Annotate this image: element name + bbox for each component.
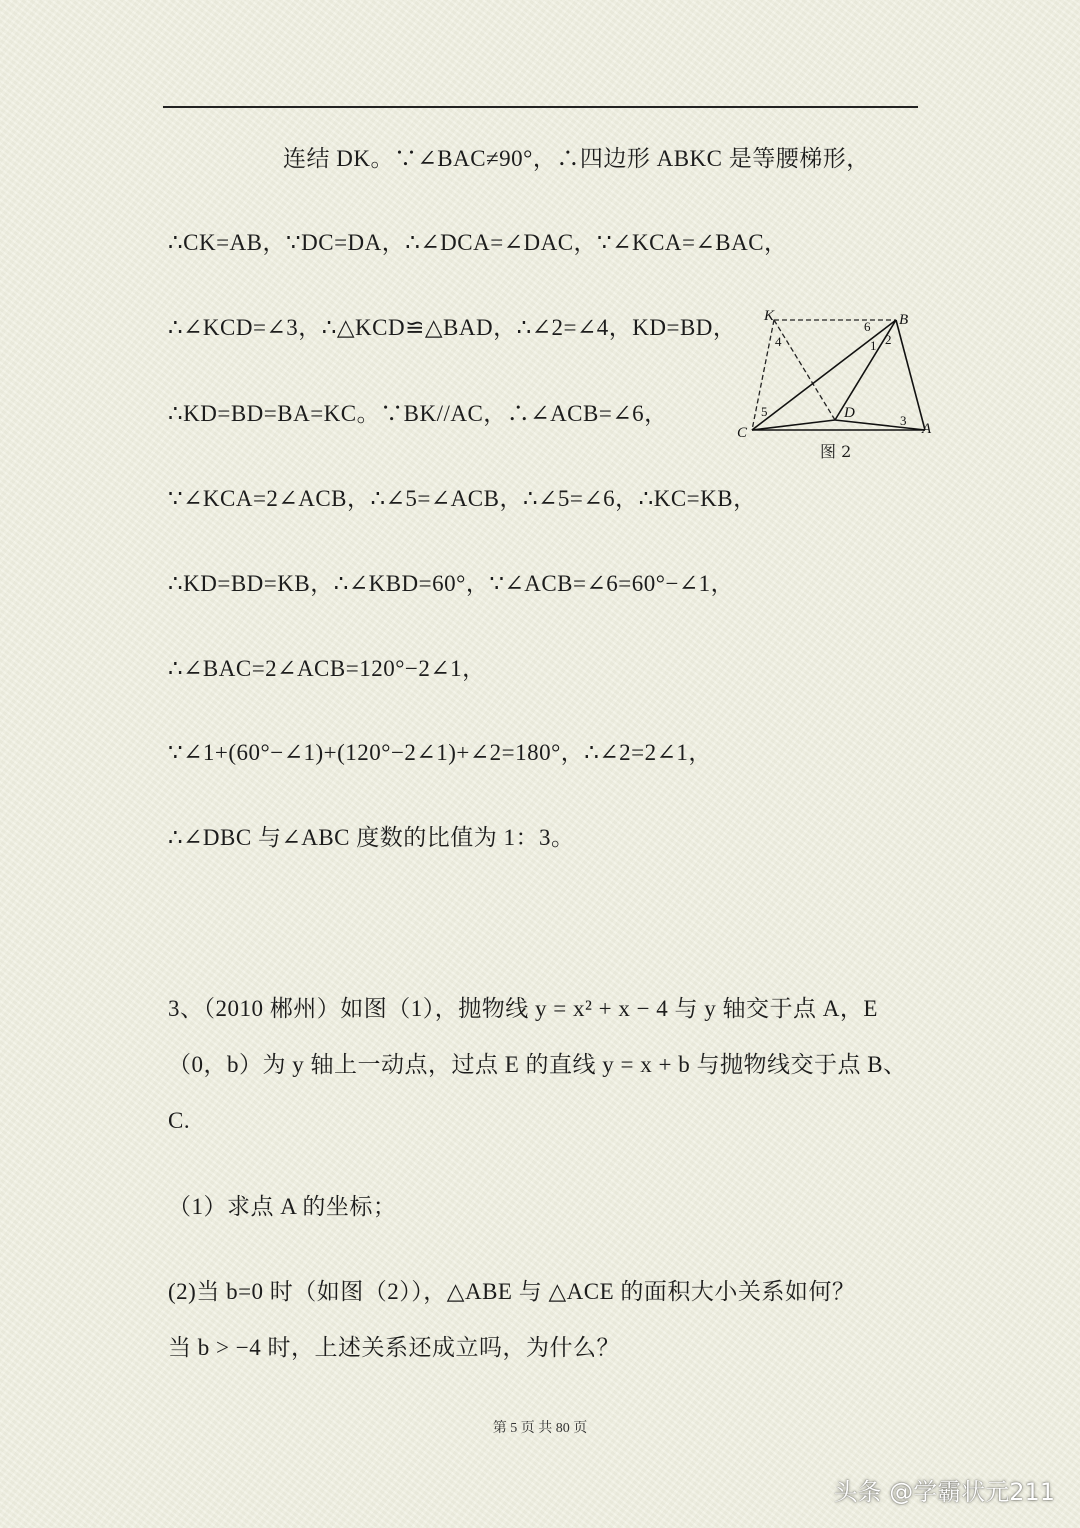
label-angle-6: 6 — [864, 319, 871, 334]
problem-line-2: （0，b）为 y 轴上一动点，过点 E 的直线 y = x + b 与抛物线交于点 B、 — [168, 1052, 907, 1077]
label-angle-2: 2 — [885, 332, 892, 347]
label-b: B — [899, 312, 909, 328]
solution-line-8: ∵∠1+(60°−∠1)+(120°−2∠1)+∠2=180°，∴∠2=2∠1， — [168, 740, 712, 765]
question-2-continued: 当 b > −4 时，上述关系还成立吗，为什么？ — [168, 1335, 620, 1360]
watermark: 头条 @学霸状元211 — [833, 1478, 1055, 1506]
label-angle-4: 4 — [775, 334, 782, 349]
solution-line-4: ∴KD=BD=BA=KC。∵BK//AC，∴∠ACB=∠6， — [168, 401, 668, 426]
label-angle-5: 5 — [761, 404, 768, 419]
label-angle-1: 1 — [870, 338, 877, 353]
solution-line-5: ∵∠KCA=2∠ACB，∴∠5=∠ACB，∴∠5=∠6，∴KC=KB， — [168, 486, 757, 511]
segment-kd — [774, 320, 835, 420]
page-footer: 第 5 页 共 80 页 — [492, 1421, 588, 1436]
problem-line-3: C. — [168, 1108, 191, 1133]
question-2: (2)当 b=0 时（如图（2）），△ABE 与 △ACE 的面积大小关系如何？ — [168, 1279, 856, 1304]
figure-caption: 图 2 — [820, 442, 852, 461]
label-c: C — [737, 425, 748, 441]
label-a: A — [922, 421, 932, 437]
solution-line-6: ∴KD=BD=KB，∴∠KBD=60°，∵∠ACB=∠6=60°−∠1， — [168, 571, 735, 596]
label-d: D — [844, 405, 855, 421]
solution-line-3: ∴∠KCD=∠3，∴△KCD≌△BAD，∴∠2=∠4，KD=BD， — [168, 315, 737, 340]
solution-line-7: ∴∠BAC=2∠ACB=120°−2∠1， — [168, 656, 486, 681]
solution-line-2: ∴CK=AB，∵DC=DA，∴∠DCA=∠DAC，∵∠KCA=∠BAC， — [168, 230, 788, 255]
segment-da — [835, 420, 925, 430]
solution-line-1: 连结 DK。∵∠BAC≠90°，∴四边形 ABKC 是等腰梯形， — [283, 146, 870, 171]
segment-cd — [752, 420, 835, 430]
label-k: K — [764, 308, 775, 324]
header-rule — [163, 106, 918, 108]
solution-line-9: ∴∠DBC 与∠ABC 度数的比值为 1：3。 — [168, 825, 575, 850]
question-1: （1）求点 A 的坐标； — [168, 1194, 397, 1219]
label-angle-3: 3 — [900, 413, 907, 428]
segment-bc — [752, 320, 896, 430]
problem-line-1: 3、（2010 郴州）如图（1），抛物线 y = x² + x − 4 与 y 轴交于点 A，E — [168, 996, 878, 1021]
